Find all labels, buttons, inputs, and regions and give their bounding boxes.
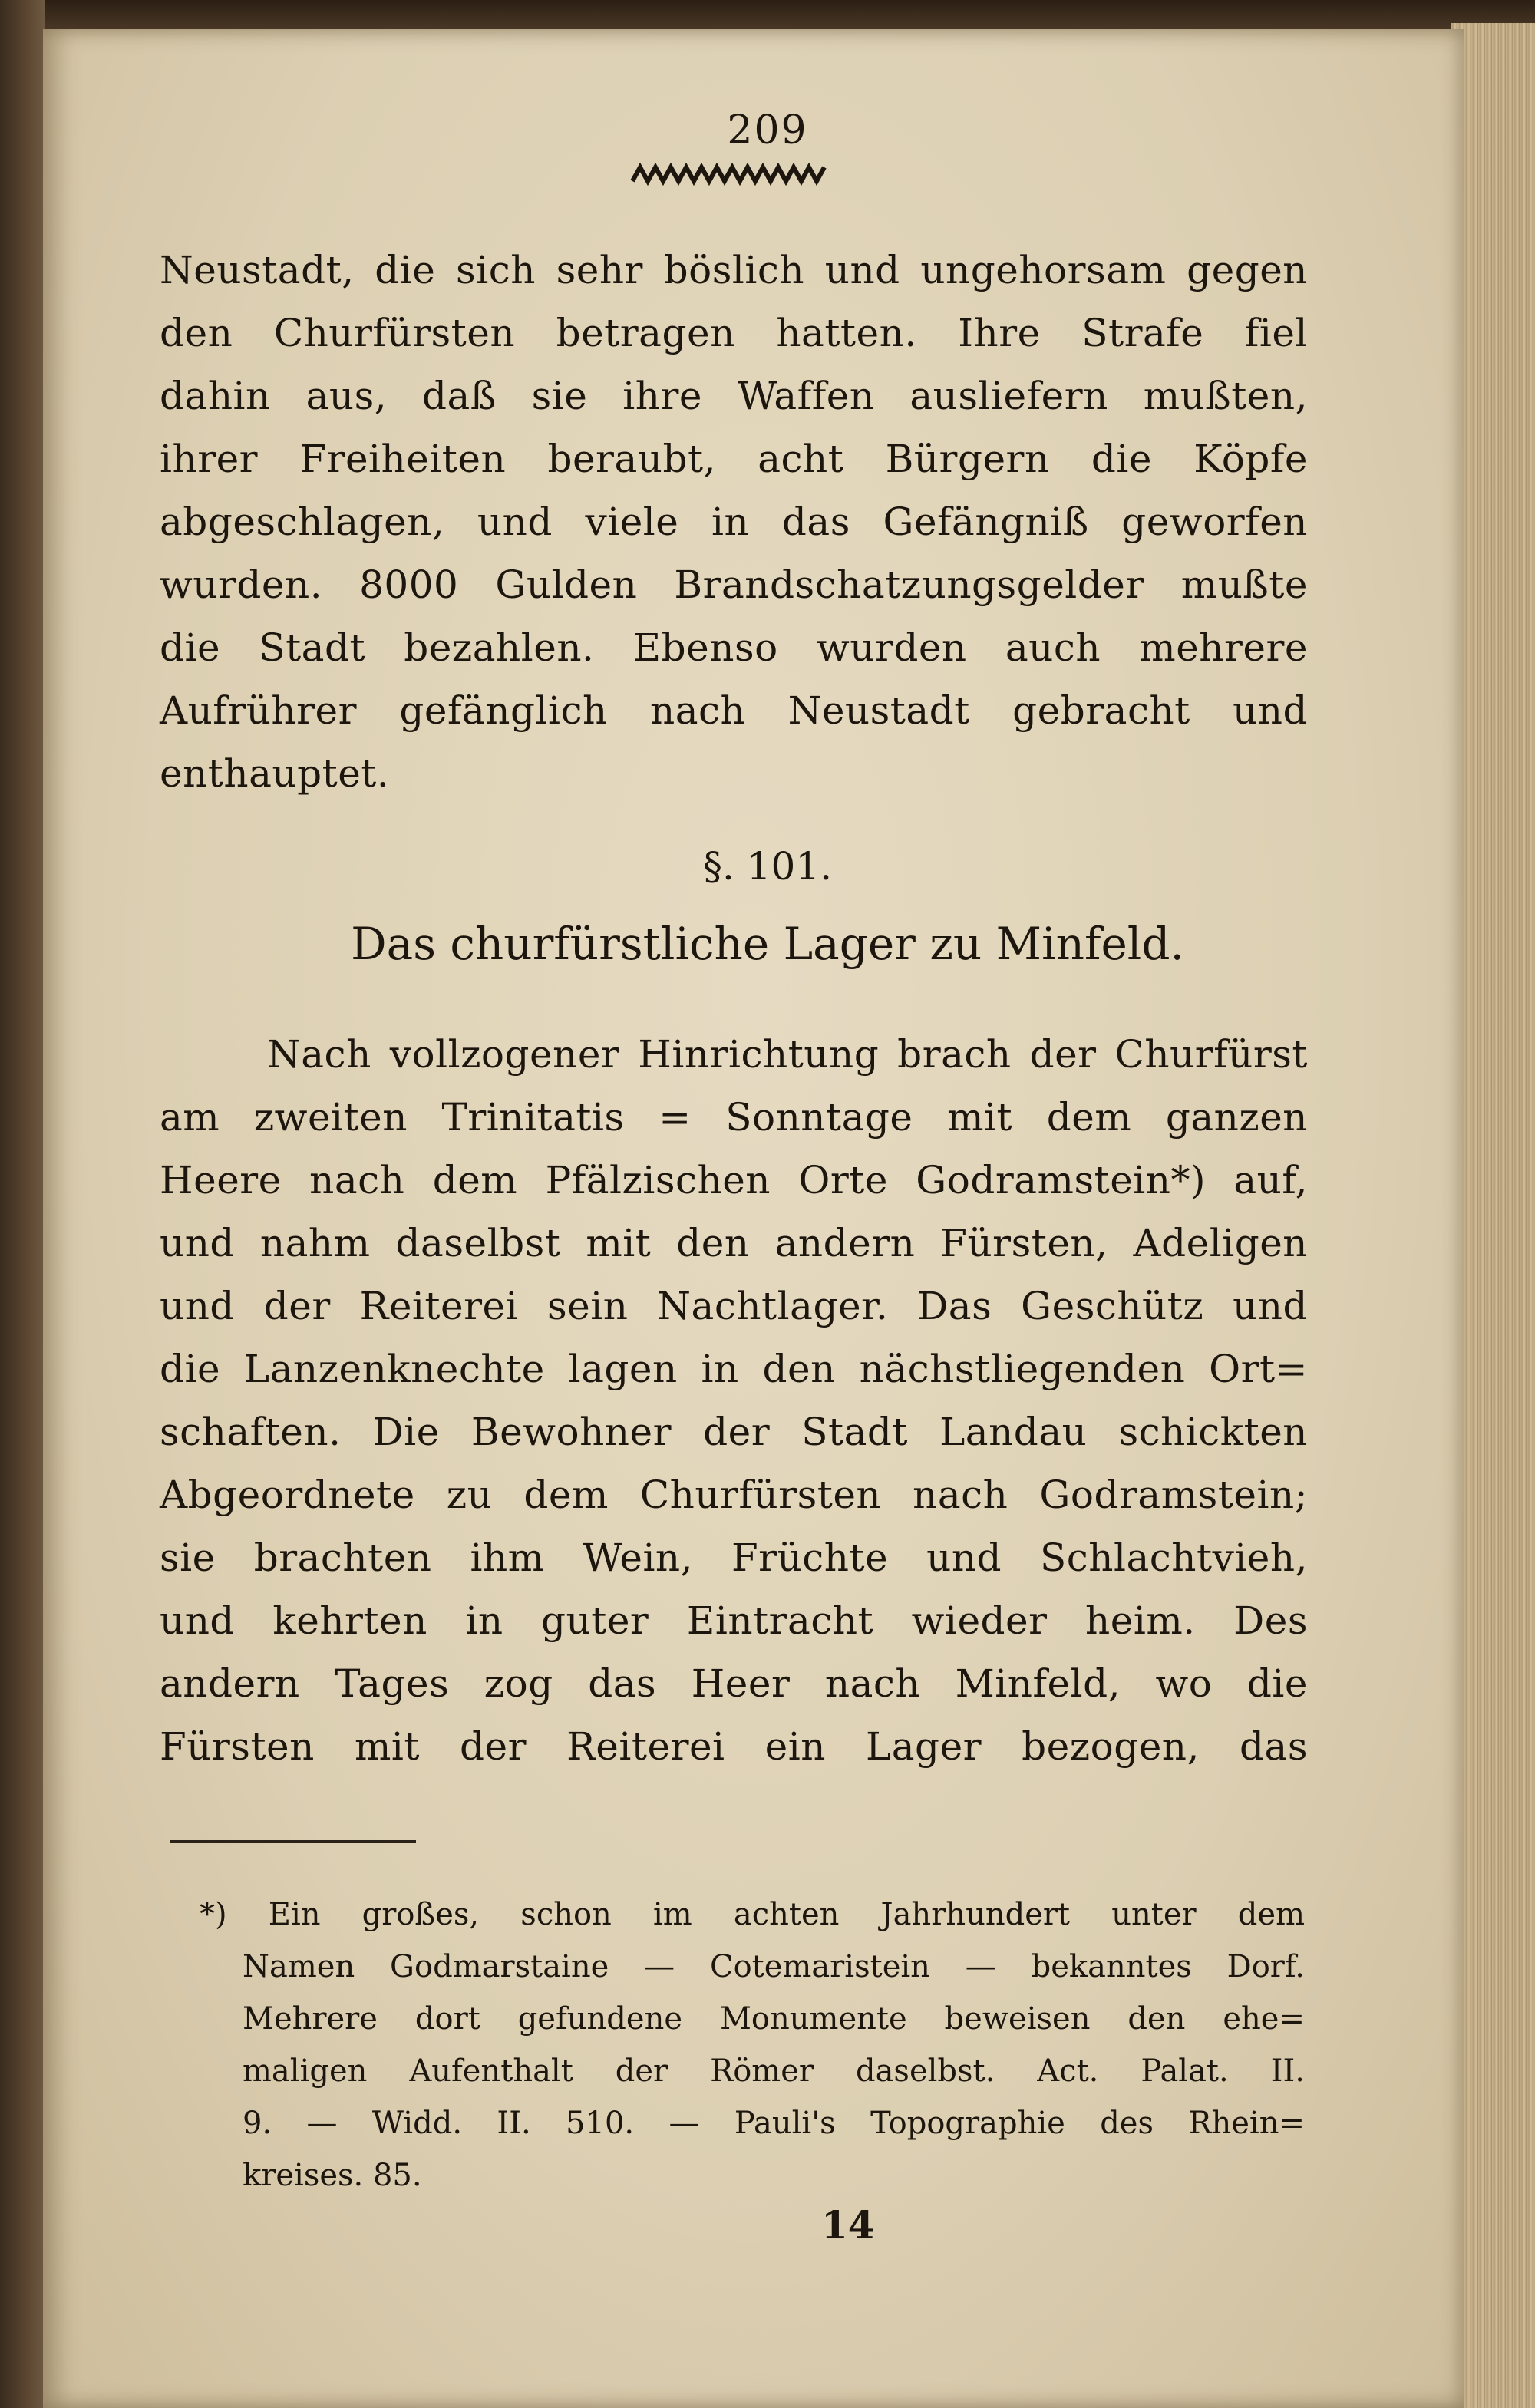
text-line: wurden. 8000 Gulden Brandschatzungsgelder mußte	[160, 562, 1308, 607]
text-line: und nahm daselbst mit den andern Fürsten, Adeligen	[160, 1221, 1308, 1265]
binding-left	[0, 0, 45, 2408]
footnote-line: 9. — Widd. II. 510. — Pauli's Topographie des Rhein=	[243, 2106, 1305, 2141]
text-line: und der Reiterei sein Nachtlager. Das Geschütz und	[160, 1284, 1308, 1328]
signature-mark: 14	[821, 2202, 875, 2248]
text-line: Fürsten mit der Reiterei ein Lager bezogen, das	[160, 1724, 1308, 1769]
text-line: ihrer Freiheiten beraubt, acht Bürgern die Köpfe	[160, 437, 1308, 481]
text-line: Neustadt, die sich sehr böslich und ungehorsam gegen	[160, 248, 1308, 292]
ornament-divider	[629, 163, 829, 186]
binding-top	[0, 0, 1535, 31]
text-line: die Stadt bezahlen. Ebenso wurden auch mehrere	[160, 625, 1308, 670]
text-line: andern Tages zog das Heer nach Minfeld, wo die	[160, 1661, 1308, 1706]
footnote-line: kreises. 85.	[243, 2158, 422, 2193]
text-line: abgeschlagen, und viele in das Gefängniß geworfen	[160, 500, 1308, 544]
footnote-line: *) Ein großes, schon im achten Jahrhundert unter dem	[200, 1897, 1305, 1932]
footnote-line: Namen Godmarstaine — Cotemaristein — bekanntes Dorf.	[243, 1949, 1305, 1984]
footnote-rule	[170, 1840, 416, 1843]
section-title: Das churfürstliche Lager zu Minfeld.	[351, 918, 1184, 970]
footnote-line: maligen Aufenthalt der Römer daselbst. Act. Palat. II.	[243, 2053, 1305, 2089]
page-number: 209	[727, 107, 808, 153]
text-line: und kehrten in guter Eintracht wieder heim. Des	[160, 1598, 1308, 1643]
text-line: dahin aus, daß sie ihre Waffen ausliefern mußten,	[160, 374, 1308, 418]
text-line: die Lanzenknechte lagen in den nächstliegenden Ort=	[160, 1347, 1308, 1391]
text-line: am zweiten Trinitatis = Sonntage mit dem ganzen	[160, 1095, 1308, 1140]
text-line: sie brachten ihm Wein, Früchte und Schlachtvieh,	[160, 1536, 1308, 1580]
text-line: schaften. Die Bewohner der Stadt Landau schickten	[160, 1410, 1308, 1454]
text-line: Nach vollzogener Hinrichtung brach der Churfürst	[267, 1032, 1308, 1077]
text-line: Heere nach dem Pfälzischen Orte Godramstein*) auf,	[160, 1158, 1308, 1202]
section-number: §. 101.	[702, 844, 833, 889]
text-line: Aufrührer gefänglich nach Neustadt gebracht und	[160, 688, 1308, 733]
text-line: Abgeordnete zu dem Churfürsten nach Godramstein;	[160, 1473, 1308, 1517]
text-line: den Churfürsten betragen hatten. Ihre Strafe fiel	[160, 311, 1308, 355]
footnote-line: Mehrere dort gefundene Monumente beweisen den ehe=	[243, 2001, 1305, 2037]
text-line: enthauptet.	[160, 751, 390, 796]
